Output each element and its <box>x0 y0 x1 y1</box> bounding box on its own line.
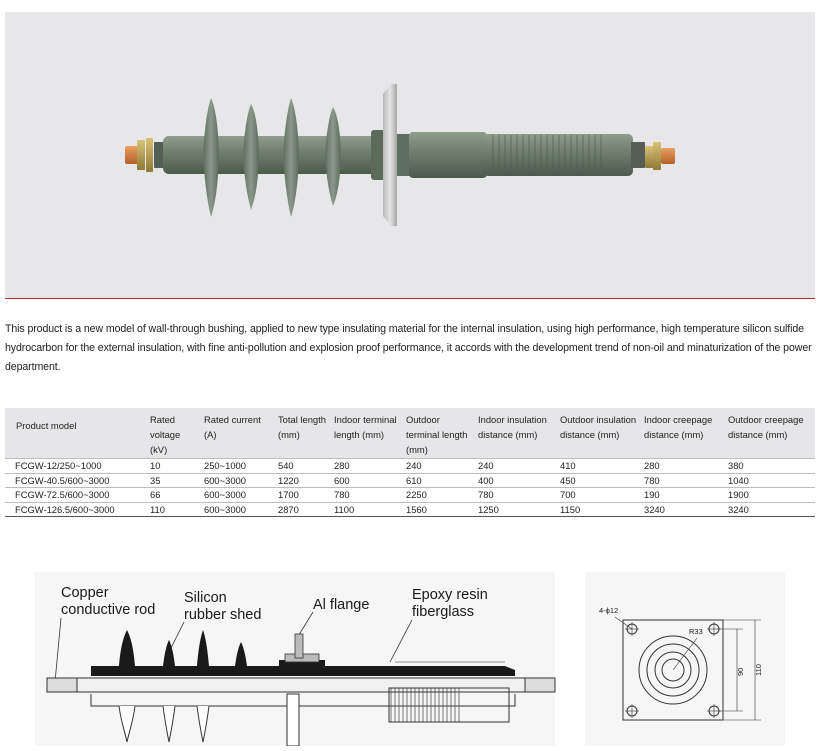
col-indoor-terminal: Indoor terminal length (mm) <box>332 408 404 459</box>
flange-end-view <box>585 572 785 746</box>
cell: 540 <box>276 459 332 474</box>
cell: 600~3000 <box>202 502 276 517</box>
cell: 280 <box>332 459 404 474</box>
col-rated-current: Rated current (A) <box>202 408 276 459</box>
cell: 1560 <box>404 502 476 517</box>
cell: FCGW-40.5/600~3000 <box>5 473 148 488</box>
cell: 10 <box>148 459 202 474</box>
table-row <box>5 473 815 488</box>
cell: 1100 <box>332 502 404 517</box>
cell: 1220 <box>276 473 332 488</box>
label-al-flange: Al flange <box>313 597 370 613</box>
cell: 110 <box>148 502 202 517</box>
label-epoxy-2: fiberglass <box>412 604 475 620</box>
label-dim-outer: 110 <box>754 664 763 676</box>
label-silicon-1: Silicon <box>184 590 227 606</box>
label-copper-rod-1: Copper <box>61 585 109 601</box>
table-row <box>5 488 815 503</box>
cell: 380 <box>726 459 815 474</box>
cell: 3240 <box>726 502 815 517</box>
col-outdoor-creepage: Outdoor creepage distance (mm) <box>726 408 815 459</box>
cell: 780 <box>332 488 404 503</box>
cell: 1150 <box>558 502 642 517</box>
cell: 240 <box>404 459 476 474</box>
cell: 600 <box>332 473 404 488</box>
col-rated-voltage: Rated voltage (kV) <box>148 408 202 459</box>
label-radius: R33 <box>689 627 703 636</box>
cell: 600~3000 <box>202 473 276 488</box>
product-description: This product is a new model of wall-through bushing, applied to new type insulating material for the internal insulation, using high performance, high temperature silicon sulfide hydrocarbon for the external insulation, with fine anti-pollution and explosion proof performance, it accords with the development trend of non-oil and minaturization of the power department. <box>5 323 812 373</box>
col-outdoor-insulation: Outdoor insulation distance (mm) <box>558 408 642 459</box>
cell: 400 <box>476 473 558 488</box>
cell: FCGW-72.5/600~3000 <box>5 488 148 503</box>
col-total-length: Total length (mm) <box>276 408 332 459</box>
cell: 700 <box>558 488 642 503</box>
cell: 35 <box>148 473 202 488</box>
cell: 1900 <box>726 488 815 503</box>
cell: 250~1000 <box>202 459 276 474</box>
cell: 66 <box>148 488 202 503</box>
cell: 410 <box>558 459 642 474</box>
cell: 280 <box>642 459 726 474</box>
label-copper-rod-2: conductive rod <box>61 602 156 618</box>
cell: 780 <box>642 473 726 488</box>
table-row <box>5 502 815 517</box>
table-row <box>5 459 815 474</box>
table-header-row <box>5 408 815 459</box>
col-indoor-insulation: Indoor insulation distance (mm) <box>476 408 558 459</box>
col-product-model: Product model <box>5 408 148 459</box>
cell: 2870 <box>276 502 332 517</box>
cell: 240 <box>476 459 558 474</box>
technical-drawings <box>35 572 785 746</box>
cell: FCGW-126.5/600~3000 <box>5 502 148 517</box>
col-indoor-creepage: Indoor creepage distance (mm) <box>642 408 726 459</box>
cell: 600~3000 <box>202 488 276 503</box>
cell: 610 <box>404 473 476 488</box>
cell: 3240 <box>642 502 726 517</box>
cell: 1040 <box>726 473 815 488</box>
label-holes: 4-ϕ12 <box>599 606 619 615</box>
cell: 1250 <box>476 502 558 517</box>
product-photo <box>5 12 815 298</box>
cell: 190 <box>642 488 726 503</box>
bushing-illustration <box>5 12 815 298</box>
specification-table <box>5 408 815 517</box>
label-silicon-2: rubber shed <box>184 607 262 623</box>
accent-divider <box>5 298 815 299</box>
label-dim-inner: 90 <box>736 667 745 676</box>
label-epoxy-1: Epoxy resin <box>412 587 488 603</box>
col-outdoor-terminal: Outdoor terminal length (mm) <box>404 408 476 459</box>
cell: 450 <box>558 473 642 488</box>
cell: 2250 <box>404 488 476 503</box>
cell: 1700 <box>276 488 332 503</box>
cell: 780 <box>476 488 558 503</box>
cell: FCGW-12/250~1000 <box>5 459 148 474</box>
